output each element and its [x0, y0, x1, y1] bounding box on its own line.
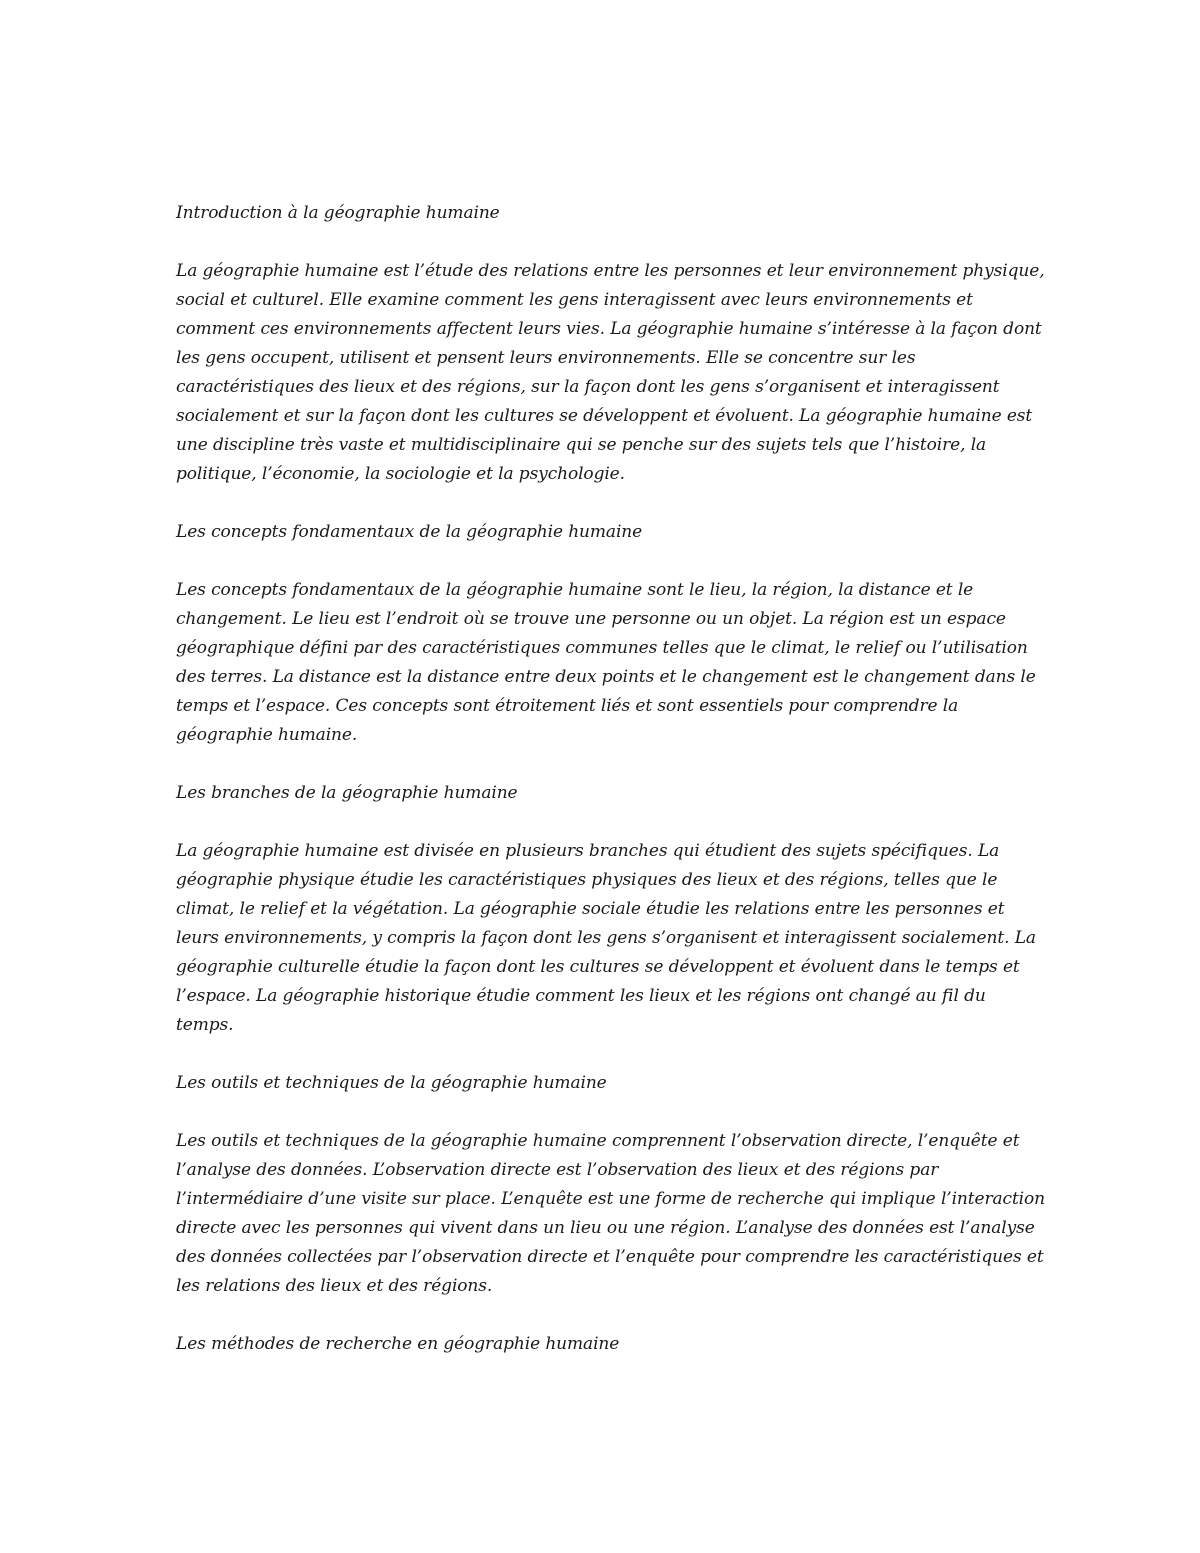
section-paragraph: Les concepts fondamentaux de la géographie humaine sont le lieu, la région, la distance et le changement. Le lieu est l’endroit où se trouve une personne ou un objet. La région est un espace géographique défini par des caractéristiques communes telles que le climat, le relief ou l’utilisation des terres. La distance est la distance entre deux points et le changement est le changement dans le temps et l’espace. Ces concepts sont étroitement liés et sont essentiels pour comprendre la géographie humaine.	[176, 580, 1036, 745]
document-body	[176, 199, 1046, 1388]
section-heading: Les méthodes de recherche en géographie humaine	[176, 1334, 620, 1354]
section-heading: Les branches de la géographie humaine	[176, 783, 518, 803]
section-paragraph: La géographie humaine est divisée en plusieurs branches qui étudient des sujets spécifiques. La géographie physique étudie les caractéristiques physiques des lieux et des régions, telles que le climat, le relief et la végétation. La géographie sociale étudie les relations entre les personnes et leurs environnements, y compris la façon dont les gens s’organisent et interagissent socialement. La géographie culturelle étudie la façon dont les cultures se développent et évoluent dans le temps et l’espace. La géographie historique étudie comment les lieux et les régions ont changé au fil du temps.	[176, 841, 1036, 1035]
section-heading: Les concepts fondamentaux de la géographie humaine	[176, 522, 643, 542]
section-paragraph: Les outils et techniques de la géographie humaine comprennent l’observation directe, l’enquête et l’analyse des données. L’observation directe est l’observation des lieux et des régions par l’intermédiaire d’une visite sur place. L’enquête est une forme de recherche qui implique l’interaction directe avec les personnes qui vivent dans un lieu ou une région. L’analyse des données est l’analyse des données collectées par l’observation directe et l’enquête pour comprendre les caractéristiques et les relations des lieux et des régions.	[176, 1131, 1045, 1296]
section-paragraph: La géographie humaine est l’étude des relations entre les personnes et leur environnement physique, social et culturel. Elle examine comment les gens interagissent avec leurs environnements et comment ces environnements affectent leurs vies. La géographie humaine s’intéresse à la façon dont les gens occupent, utilisent et pensent leurs environnements. Elle se concentre sur les caractéristiques des lieux et des régions, sur la façon dont les gens s’organisent et interagissent socialement et sur la façon dont les cultures se développent et évoluent. La géographie humaine est une discipline très vaste et multidisciplinaire qui se penche sur des sujets tels que l’histoire, la politique, l’économie, la sociologie et la psychologie.	[176, 261, 1045, 484]
section-heading: Les outils et techniques de la géographie humaine	[176, 1073, 607, 1093]
section-heading: Introduction à la géographie humaine	[176, 203, 500, 223]
